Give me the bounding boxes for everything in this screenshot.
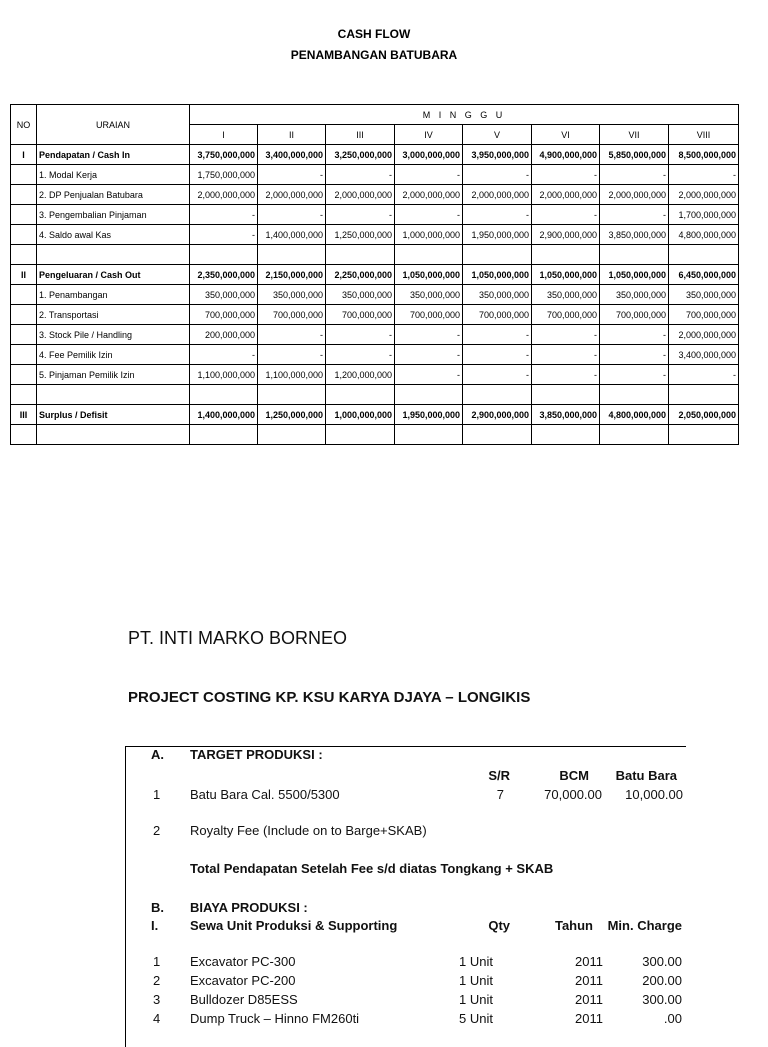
value-cell: 2,350,000,000 xyxy=(190,265,258,285)
table-row xyxy=(11,165,739,185)
header-week: VI xyxy=(532,125,600,145)
value-cell: 2,250,000,000 xyxy=(326,265,395,285)
value-cell: 2,000,000,000 xyxy=(600,185,669,205)
empty-cell xyxy=(326,385,395,405)
col-tahun: Tahun xyxy=(554,918,593,933)
row-number: III xyxy=(11,405,37,425)
value-cell: 1,750,000,000 xyxy=(190,165,258,185)
value-cell: - xyxy=(326,345,395,365)
blank-row xyxy=(11,385,739,405)
empty-cell xyxy=(326,245,395,265)
empty-cell xyxy=(11,385,37,405)
row-number xyxy=(11,365,37,385)
value-cell: 1,050,000,000 xyxy=(600,265,669,285)
value-cell: - xyxy=(600,325,669,345)
header-week: VIII xyxy=(669,125,739,145)
unit-tahun: 2011 xyxy=(575,973,603,988)
value-cell: 3,400,000,000 xyxy=(258,145,326,165)
row-number: II xyxy=(11,265,37,285)
section-a-letter: A. xyxy=(151,747,164,762)
value-cell: 4,900,000,000 xyxy=(532,145,600,165)
section-b-title: BIAYA PRODUKSI : xyxy=(190,900,308,915)
section-b-letter: B. xyxy=(151,900,164,915)
value-cell: 2,050,000,000 xyxy=(669,405,739,425)
row-number xyxy=(11,285,37,305)
company-name: PT. INTI MARKO BORNEO xyxy=(128,628,348,648)
empty-cell xyxy=(37,245,190,265)
header-week: II xyxy=(258,125,326,145)
value-cell: - xyxy=(258,325,326,345)
value-cell: 700,000,000 xyxy=(600,305,669,325)
value-cell: 3,400,000,000 xyxy=(669,345,739,365)
header-minggu: M I N G G U xyxy=(190,105,739,125)
empty-cell xyxy=(463,245,532,265)
value-cell: 3,000,000,000 xyxy=(395,145,463,165)
blank-row xyxy=(11,245,739,265)
value-cell: - xyxy=(532,365,600,385)
value-cell: 1,050,000,000 xyxy=(532,265,600,285)
row-number xyxy=(11,165,37,185)
value-cell: - xyxy=(326,325,395,345)
table-row xyxy=(11,205,739,225)
unit-tahun: 2011 xyxy=(575,1011,603,1026)
value-cell: 2,900,000,000 xyxy=(463,405,532,425)
unit-no: 4 xyxy=(153,1011,161,1026)
value-cell: - xyxy=(190,205,258,225)
value-cell: - xyxy=(600,165,669,185)
unit-charge: 200.00 xyxy=(642,973,682,988)
empty-cell xyxy=(600,245,669,265)
item1-no: 1 xyxy=(153,787,161,802)
value-cell: 350,000,000 xyxy=(395,285,463,305)
value-cell: 1,100,000,000 xyxy=(258,365,326,385)
value-cell: 2,150,000,000 xyxy=(258,265,326,285)
table-row xyxy=(11,405,739,425)
value-cell: 350,000,000 xyxy=(463,285,532,305)
unit-tahun: 2011 xyxy=(575,954,603,969)
value-cell: 2,000,000,000 xyxy=(190,185,258,205)
value-cell: - xyxy=(669,365,739,385)
value-cell: - xyxy=(532,345,600,365)
row-label: 4. Fee Pemilik Izin xyxy=(37,345,190,365)
value-cell: - xyxy=(463,345,532,365)
empty-cell xyxy=(395,385,463,405)
empty-cell xyxy=(258,245,326,265)
unit-label: Bulldozer D85ESS xyxy=(190,992,298,1007)
unit-charge: .00 xyxy=(663,1011,682,1026)
unit-qty: 1 Unit xyxy=(459,954,493,969)
row-label: 1. Modal Kerja xyxy=(37,165,190,185)
unit-qty: 1 Unit xyxy=(459,992,493,1007)
col-min-charge: Min. Charge xyxy=(607,918,682,933)
unit-label: Excavator PC-300 xyxy=(190,954,296,969)
value-cell: 1,050,000,000 xyxy=(395,265,463,285)
row-label: 2. DP Penjualan Batubara xyxy=(37,185,190,205)
row-label: Pengeluaran / Cash Out xyxy=(37,265,190,285)
value-cell: 1,200,000,000 xyxy=(326,365,395,385)
value-cell: - xyxy=(395,165,463,185)
row-number xyxy=(11,225,37,245)
value-cell: 1,700,000,000 xyxy=(669,205,739,225)
value-cell: 6,450,000,000 xyxy=(669,265,739,285)
value-cell: - xyxy=(600,365,669,385)
value-cell: 700,000,000 xyxy=(669,305,739,325)
table-row xyxy=(11,305,739,325)
value-cell: - xyxy=(600,345,669,365)
value-cell: 350,000,000 xyxy=(669,285,739,305)
empty-cell xyxy=(600,385,669,405)
unit-charge: 300.00 xyxy=(642,992,682,1007)
unit-no: 3 xyxy=(153,992,161,1007)
value-cell: - xyxy=(463,165,532,185)
value-cell: 700,000,000 xyxy=(463,305,532,325)
unit-label: Dump Truck – Hinno FM260ti xyxy=(190,1011,360,1026)
empty-cell xyxy=(669,385,739,405)
row-label: 1. Penambangan xyxy=(37,285,190,305)
value-cell: 2,000,000,000 xyxy=(395,185,463,205)
item1-bcm: 70,000.00 xyxy=(544,787,602,802)
value-cell: - xyxy=(395,325,463,345)
header-week: VII xyxy=(600,125,669,145)
row-number: I xyxy=(11,145,37,165)
row-label: 3. Stock Pile / Handling xyxy=(37,325,190,345)
unit-qty: 1 Unit xyxy=(459,973,493,988)
empty-cell xyxy=(395,245,463,265)
value-cell: 2,000,000,000 xyxy=(669,325,739,345)
row-label: Surplus / Defisit xyxy=(37,405,190,425)
row-number xyxy=(11,185,37,205)
value-cell: 3,250,000,000 xyxy=(326,145,395,165)
value-cell: - xyxy=(190,225,258,245)
costing-panel xyxy=(125,746,686,1047)
table-row xyxy=(11,285,739,305)
item1-batubara: 10,000.00 xyxy=(625,787,683,802)
value-cell: 1,250,000,000 xyxy=(326,225,395,245)
item1-sr: 7 xyxy=(496,787,504,802)
table-row xyxy=(11,365,739,385)
col-batubara: Batu Bara xyxy=(615,768,677,783)
empty-cell xyxy=(532,385,600,405)
value-cell: 350,000,000 xyxy=(258,285,326,305)
value-cell: 700,000,000 xyxy=(190,305,258,325)
unit-qty: 5 Unit xyxy=(459,1011,493,1026)
empty-cell xyxy=(669,425,739,445)
value-cell: 2,000,000,000 xyxy=(463,185,532,205)
header-uraian: URAIAN xyxy=(37,105,190,145)
value-cell: 2,000,000,000 xyxy=(669,185,739,205)
unit-no: 1 xyxy=(153,954,161,969)
value-cell: - xyxy=(463,365,532,385)
col-qty: Qty xyxy=(488,918,510,933)
value-cell: 2,000,000,000 xyxy=(532,185,600,205)
value-cell: 3,850,000,000 xyxy=(600,225,669,245)
empty-cell xyxy=(532,425,600,445)
empty-cell xyxy=(190,425,258,445)
value-cell: 4,800,000,000 xyxy=(669,225,739,245)
row-number xyxy=(11,305,37,325)
table-row xyxy=(11,145,739,165)
value-cell: - xyxy=(395,365,463,385)
value-cell: 2,000,000,000 xyxy=(258,185,326,205)
project-title: PROJECT COSTING KP. KSU KARYA DJAYA – LONGIKIS xyxy=(128,689,531,706)
value-cell: 3,850,000,000 xyxy=(532,405,600,425)
row-label: 3. Pengembalian Pinjaman xyxy=(37,205,190,225)
value-cell: - xyxy=(669,165,739,185)
header-week: IV xyxy=(395,125,463,145)
total-income-label: Total Pendapatan Setelah Fee s/d diatas Tongkang + SKAB xyxy=(190,861,554,876)
value-cell: 3,750,000,000 xyxy=(190,145,258,165)
empty-cell xyxy=(463,385,532,405)
section-b1-title: Sewa Unit Produksi & Supporting xyxy=(190,918,398,933)
header-week: III xyxy=(326,125,395,145)
value-cell: - xyxy=(190,345,258,365)
value-cell: 350,000,000 xyxy=(532,285,600,305)
table-row xyxy=(11,265,739,285)
table-row xyxy=(11,185,739,205)
header-week: I xyxy=(190,125,258,145)
value-cell: 4,800,000,000 xyxy=(600,405,669,425)
empty-cell xyxy=(669,245,739,265)
row-number xyxy=(11,325,37,345)
blank-row xyxy=(11,425,739,445)
empty-cell xyxy=(37,425,190,445)
header-no: NO xyxy=(11,105,37,145)
empty-cell xyxy=(395,425,463,445)
value-cell: 5,850,000,000 xyxy=(600,145,669,165)
col-sr: S/R xyxy=(488,768,510,783)
cashflow-title: CASH FLOW xyxy=(337,27,411,41)
value-cell: - xyxy=(532,205,600,225)
value-cell: 350,000,000 xyxy=(600,285,669,305)
value-cell: 2,000,000,000 xyxy=(326,185,395,205)
unit-no: 2 xyxy=(153,973,161,988)
value-cell: - xyxy=(395,205,463,225)
empty-cell xyxy=(463,425,532,445)
item2-no: 2 xyxy=(153,823,161,838)
value-cell: 1,400,000,000 xyxy=(190,405,258,425)
value-cell: 2,900,000,000 xyxy=(532,225,600,245)
value-cell: 1,250,000,000 xyxy=(258,405,326,425)
value-cell: 1,950,000,000 xyxy=(463,225,532,245)
value-cell: 1,400,000,000 xyxy=(258,225,326,245)
empty-cell xyxy=(11,245,37,265)
row-label: 4. Saldo awal Kas xyxy=(37,225,190,245)
value-cell: 8,500,000,000 xyxy=(669,145,739,165)
value-cell: - xyxy=(326,205,395,225)
section-b1-letter: I. xyxy=(151,918,159,933)
empty-cell xyxy=(11,425,37,445)
empty-cell xyxy=(37,385,190,405)
unit-tahun: 2011 xyxy=(575,992,603,1007)
empty-cell xyxy=(532,245,600,265)
row-label: 2. Transportasi xyxy=(37,305,190,325)
section-a-title: TARGET PRODUKSI : xyxy=(190,747,323,762)
table-row xyxy=(11,325,739,345)
cashflow-table xyxy=(10,104,739,445)
row-number xyxy=(11,205,37,225)
value-cell: - xyxy=(532,325,600,345)
value-cell: 700,000,000 xyxy=(326,305,395,325)
table-row xyxy=(11,225,739,245)
value-cell: 3,950,000,000 xyxy=(463,145,532,165)
item2-label: Royalty Fee (Include on to Barge+SKAB) xyxy=(190,823,427,838)
value-cell: - xyxy=(463,205,532,225)
value-cell: 1,950,000,000 xyxy=(395,405,463,425)
row-number xyxy=(11,345,37,365)
empty-cell xyxy=(326,425,395,445)
value-cell: 1,050,000,000 xyxy=(463,265,532,285)
value-cell: 350,000,000 xyxy=(190,285,258,305)
col-bcm: BCM xyxy=(559,768,589,783)
value-cell: - xyxy=(395,345,463,365)
value-cell: 700,000,000 xyxy=(532,305,600,325)
item1-label: Batu Bara Cal. 5500/5300 xyxy=(190,787,340,802)
header-week: V xyxy=(463,125,532,145)
value-cell: 1,100,000,000 xyxy=(190,365,258,385)
value-cell: - xyxy=(258,345,326,365)
value-cell: 1,000,000,000 xyxy=(395,225,463,245)
value-cell: - xyxy=(600,205,669,225)
value-cell: 700,000,000 xyxy=(258,305,326,325)
empty-cell xyxy=(258,425,326,445)
empty-cell xyxy=(258,385,326,405)
cashflow-subtitle: PENAMBANGAN BATUBARA xyxy=(290,48,458,62)
row-label: 5. Pinjaman Pemilik Izin xyxy=(37,365,190,385)
value-cell: 350,000,000 xyxy=(326,285,395,305)
empty-cell xyxy=(190,385,258,405)
table-row xyxy=(11,345,739,365)
unit-charge: 300.00 xyxy=(642,954,682,969)
value-cell: - xyxy=(326,165,395,185)
value-cell: - xyxy=(463,325,532,345)
value-cell: 200,000,000 xyxy=(190,325,258,345)
value-cell: - xyxy=(258,205,326,225)
value-cell: 700,000,000 xyxy=(395,305,463,325)
unit-label: Excavator PC-200 xyxy=(190,973,296,988)
value-cell: 1,000,000,000 xyxy=(326,405,395,425)
value-cell: - xyxy=(532,165,600,185)
empty-cell xyxy=(600,425,669,445)
row-label: Pendapatan / Cash In xyxy=(37,145,190,165)
empty-cell xyxy=(190,245,258,265)
value-cell: - xyxy=(258,165,326,185)
